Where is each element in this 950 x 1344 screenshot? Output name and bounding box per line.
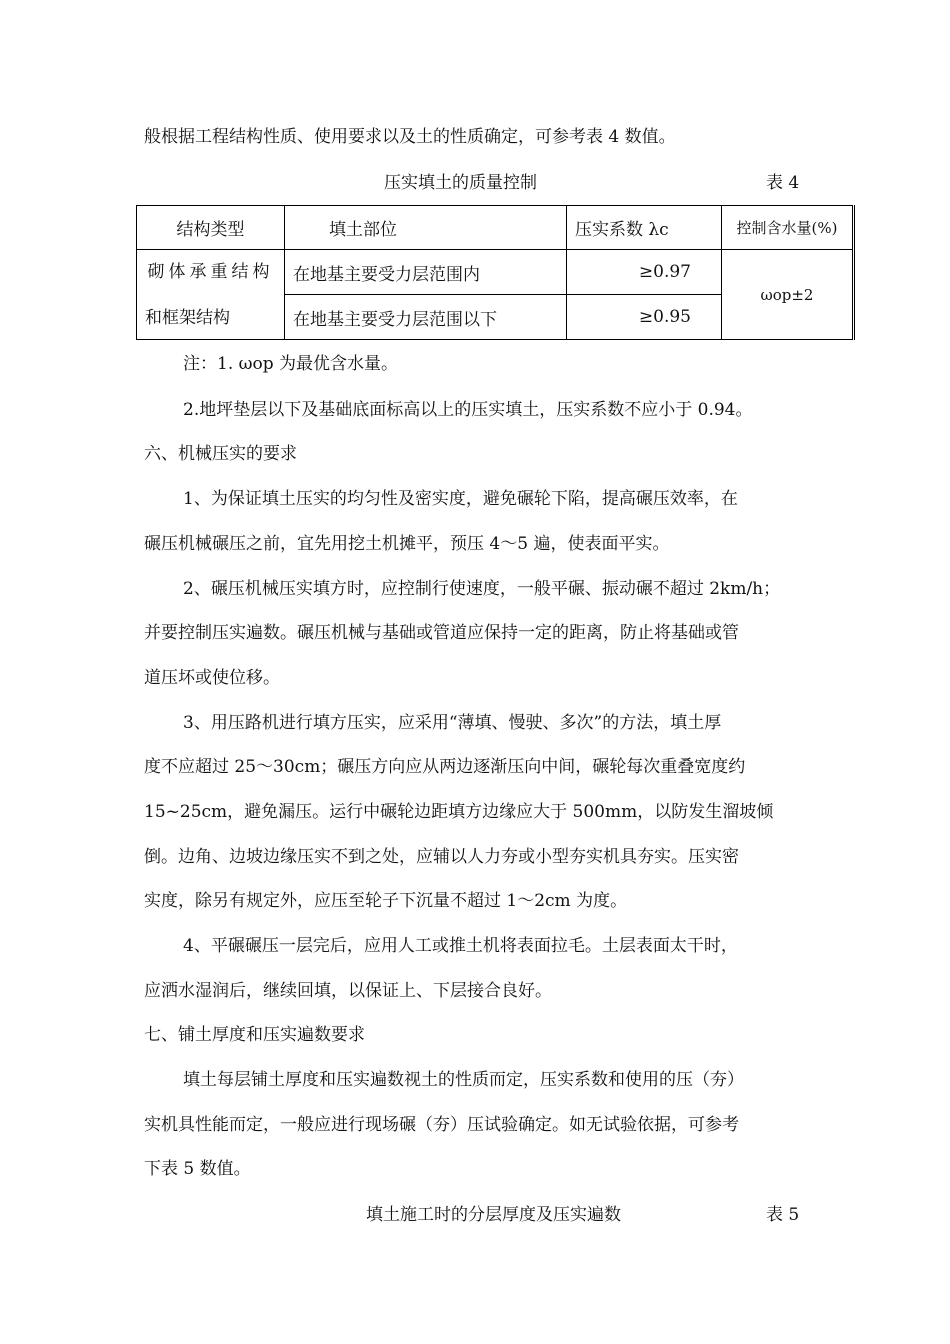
coefficient-cell: ≥0.95 [567, 295, 722, 340]
s6-p3-line3: 15~25cm，避免漏压。运行中碾轮边距填方边缘应大于 500mm，以防发生溜坡倾 [144, 802, 774, 822]
fill-location-cell: 在地基主要受力层范围内 [285, 250, 567, 295]
table-row [137, 250, 854, 295]
s6-p3-line5: 实度，除另有规定外，应压至轮子下沉量不超过 1～2cm 为度。 [144, 891, 628, 911]
s6-p2-line2: 并要控制压实遍数。碾压机械与基础或管道应保持一定的距离，防止将基础或管 [144, 623, 739, 643]
s6-p1-line1: 1、为保证填土压实的均匀性及密实度，避免碾轮下陷，提高碾压效率，在 [183, 489, 738, 509]
header-moisture-control: 控制含水量(%) [722, 206, 854, 250]
moisture-cell: ωop±2 [722, 250, 854, 340]
s6-p4-line2: 应洒水湿润后，继续回填，以保证上、下层接合良好。 [144, 981, 552, 1001]
structure-type-cell [137, 250, 285, 340]
s6-p1-line2: 碾压机械碾压之前，宜先用挖土机摊平，预压 4～5 遍，使表面平实。 [144, 534, 670, 554]
table-header-row [137, 206, 854, 250]
note-2: 2.地坪垫层以下及基础底面标高以上的压实填土，压实系数不应小于 0.94。 [183, 400, 753, 420]
coefficient-cell: ≥0.97 [567, 250, 722, 295]
s6-p3-line1: 3、用压路机进行填方压实，应采用“薄填、慢驶、多次”的方法，填土厚 [183, 713, 722, 733]
section7-heading: 七、铺土厚度和压实遍数要求 [144, 1025, 365, 1045]
header-structure-type: 结构类型 [137, 206, 285, 250]
section6-heading: 六、机械压实的要求 [144, 444, 297, 464]
s6-p4-line1: 4、平碾碾压一层完后，应用人工或推土机将表面拉毛。土层表面太干时， [183, 936, 738, 956]
header-compaction-coefficient: 压实系数 λc [567, 206, 722, 250]
s6-p3-line4: 倒。边角、边坡边缘压实不到之处，应辅以人力夯或小型夯实机具夯实。压实密 [144, 847, 739, 867]
structure-type-line2: 和框架结构 [145, 307, 230, 328]
s7-p1-line1: 填土每层铺土厚度和压实遍数视土的性质而定，压实系数和使用的压（夯） [183, 1070, 744, 1090]
quality-control-table [136, 205, 855, 340]
header-fill-location: 填土部位 [285, 206, 567, 250]
note-1: 注：1. ωop 为最优含水量。 [183, 354, 399, 374]
s6-p3-line2: 度不应超过 25～30cm；碾压方向应从两边逐渐压向中间，碾轮每次重叠宽度约 [144, 757, 746, 777]
table5-caption: 填土施工时的分层厚度及压实遍数 [366, 1205, 621, 1225]
table4-number: 表 4 [766, 173, 800, 193]
structure-type-line1: 砌体承重结构 [147, 261, 274, 282]
s6-p2-line1: 2、碾压机械压实填方时，应控制行使速度，一般平碾、振动碾不超过 2km/h； [183, 579, 781, 599]
s7-p1-line3: 下表 5 数值。 [144, 1159, 251, 1179]
fill-location-cell: 在地基主要受力层范围以下 [285, 295, 567, 340]
intro-line: 般根据工程结构性质、使用要求以及土的性质确定，可参考表 4 数值。 [144, 127, 676, 147]
s6-p2-line3: 道压坏或使位移。 [144, 668, 280, 688]
table5-number: 表 5 [766, 1205, 800, 1225]
table4-caption: 压实填土的质量控制 [384, 173, 537, 193]
s7-p1-line2: 实机具性能而定，一般应进行现场碾（夯）压试验确定。如无试验依据，可参考 [144, 1115, 739, 1135]
